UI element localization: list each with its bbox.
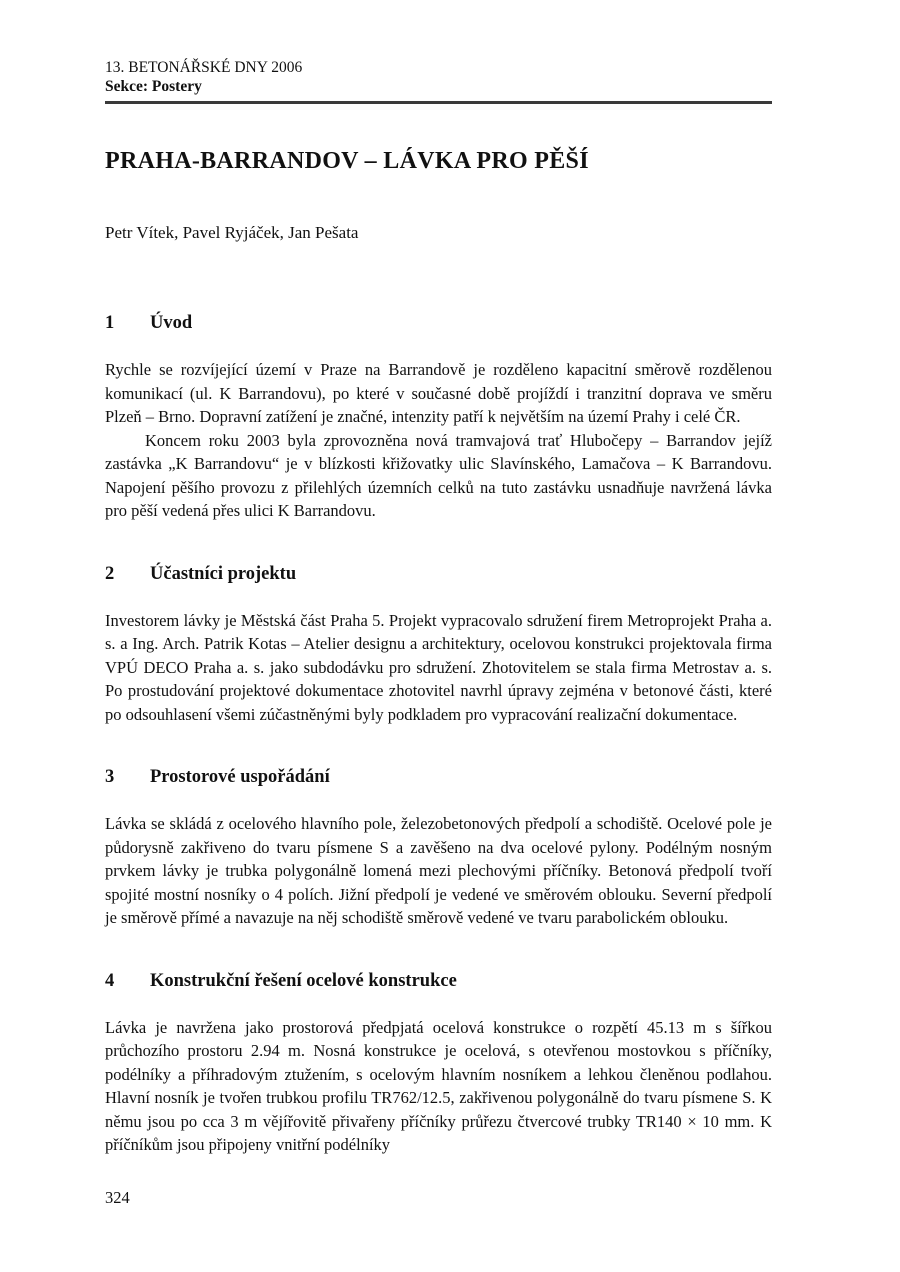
section-title-3: Prostorové uspořádání [150,767,330,787]
page-number: 324 [105,1188,130,1207]
conference-name: 13. BETONÁŘSKÉ DNY 2006 [105,59,303,76]
section-heading-1 [105,312,772,335]
section-title-1: Úvod [150,313,193,333]
running-header [105,58,772,104]
section-number-4: 4 [105,970,115,991]
section-heading-3 [105,766,772,789]
paragraph-4-1: Lávka je navržena jako prostorová předpjatá ocelová konstrukce o rozpětí 45.13 m s šířkou průchozího prostoru 2.94 m. Nosná konstrukce je ocelová, s otevřenou mostovkou s příčníky, podélníky a příhradovým ztužením, s ocelovým hlavním nosníkem a lehkou členěnou podlahou. Hlavní nosník je tvořen trubkou profilu TR762/12.5, zakřivenou polygonálně do tvaru písmene S. K němu jsou po cca 3 m vějířovitě přivařeny příčníky průřezu čtvercové trubky TR140 × 10 mm. K příčníkům jsou připojeny vnitřní podélníky [105,1017,772,1154]
paragraph-1-2: Koncem roku 2003 byla zprovozněna nová tramvajová trať Hlubočepy – Barrandov jejíž zastávka „K Barrandovu“ je v blízkosti křižovatky ulic Slavínského, Lamačova – K Barrandovu. Napojení pěšího provozu z přilehlých územních celků na tuto zastávku usnadňuje navržená lávka pro pěší vedená přes ulici K Barrandovu. [105,430,772,520]
section-title-4: Konstrukční řešení ocelové konstrukce [150,970,457,991]
section-number-1: 1 [105,313,115,333]
section-uvod [105,312,772,523]
session-label: Sekce: Postery [105,78,202,95]
section-number-2: 2 [105,563,115,584]
section-prostorove-usporadani [105,766,772,930]
paragraph-2-1: Investorem lávky je Městská část Praha 5. Projekt vypracovalo sdružení firem Metroprojekt Praha a. s. a Ing. Arch. Patrik Kotas – Atelier designu a architektury, ocelovou konstrukci projektovala firma VPÚ DECO Praha a. s. jako subdodávku pro sdružení. Zhotovitelem se stala firma Metrostav a. s. Po prostudování projektové dokumentace zhotovitel navrhl úpravy zejména v betonové části, které po odsouhlasení všemi zúčastněnými byly podkladem pro vypracování realizační dokumentace. [105,610,772,724]
section-heading-2 [105,563,772,586]
section-konstrukcni-reseni [105,970,772,1157]
section-ucastnici-projektu [105,563,772,727]
section-number-3: 3 [105,767,115,787]
paragraph-1-1: Rychle se rozvíjející území v Praze na Barrandově je rozděleno kapacitní směrově rozdělenou komunikací (ul. K Barrandovu), po které v současné době projíždí i tranzitní doprava ve směru Plzeň – Brno. Dopravní zatížení je značné, intenzity patří k největším na území Prahy i celé ČR. [105,360,772,426]
section-heading-4 [105,970,772,993]
paper-title: PRAHA-BARRANDOV – LÁVKA PRO PĚŠÍ [105,148,589,174]
authors-line: Petr Vítek, Pavel Ryjáček, Jan Pešata [105,223,359,242]
paragraph-3-1: Lávka se skládá z ocelového hlavního pole, železobetonových předpolí a schodiště. Ocelové pole je půdorysně zakřiveno do tvaru písmene S a zavěšeno na dva ocelové pylony. Podélným nosným prvkem lávky je trubka polygonálně lomená mezi plechovými příčníky. Betonová předpolí tvoří spojité mostní nosníky o 4 polích. Jižní předpolí je vedené ve směrovém oblouku. Severní předpolí je směrově přímé a navazuje na něj schodiště směrově vedené ve tvaru parabolickém oblouku. [105,814,772,927]
section-title-2: Účastníci projektu [150,563,297,584]
